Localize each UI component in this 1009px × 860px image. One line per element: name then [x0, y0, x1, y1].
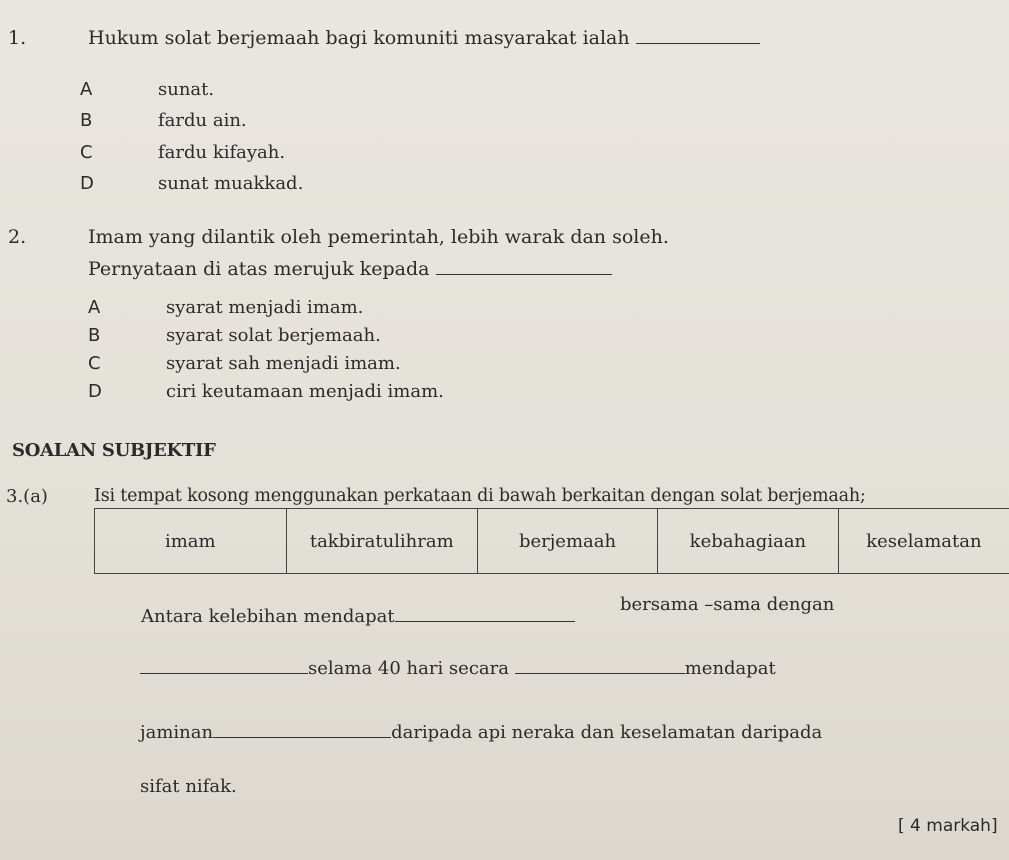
q2-text-line2	[88, 258, 612, 280]
q3-instruction: Isi tempat kosong menggunakan perkataan di bawah berkaitan dengan solat berjemaah;	[94, 486, 866, 506]
fill-line-3	[140, 722, 822, 743]
q1-option-d-letter: D	[80, 173, 94, 194]
answer-blank	[515, 673, 685, 674]
q1-option-a-letter: A	[80, 79, 93, 100]
q2-option-c-letter: C	[88, 353, 101, 374]
q1-number: 1.	[8, 27, 27, 49]
section-heading: SOALAN SUBJEKTIF	[12, 440, 216, 461]
q1-answer-blank	[636, 43, 760, 44]
q2-option-b-letter: B	[88, 325, 101, 346]
fill-line-1-b: bersama –sama dengan	[620, 594, 835, 615]
word-bank-cell: keselamatan	[838, 509, 1009, 574]
fill-line-1-a	[141, 606, 575, 627]
word-bank-cell: berjemaah	[478, 509, 658, 574]
q1-option-a-text: sunat.	[158, 79, 215, 100]
marks-label: [ 4 markah]	[898, 816, 998, 836]
word-bank-cell: imam	[95, 509, 287, 574]
q1-option-c-letter: C	[80, 142, 93, 163]
q2-option-b-text: syarat solat berjemaah.	[166, 325, 381, 346]
q2-text: Imam yang dilantik oleh pemerintah, lebih warak dan soleh.	[88, 226, 669, 248]
q1-option-d-text: sunat muakkad.	[158, 173, 304, 194]
fill-line-3-b-text: daripada api neraka dan keselamatan daripada	[391, 722, 823, 743]
fill-line-2-a-text: selama 40 hari secara	[308, 658, 509, 679]
fill-line-2	[140, 658, 776, 679]
q3-number: 3.(a)	[6, 486, 48, 507]
word-bank-cell: kebahagiaan	[658, 509, 839, 574]
q1-option-b-letter: B	[80, 110, 93, 131]
answer-blank	[213, 737, 391, 738]
q1-question: Hukum solat berjemaah bagi komuniti masyarakat ialah	[88, 27, 630, 49]
word-bank-table	[94, 508, 1009, 574]
q2-option-d-letter: D	[88, 381, 102, 402]
fill-line-1-a-text: Antara kelebihan mendapat	[141, 606, 395, 627]
q2-number: 2.	[8, 226, 27, 248]
fill-line-4: sifat nifak.	[140, 776, 237, 797]
answer-blank	[395, 621, 575, 622]
q1-text	[88, 27, 760, 49]
q2-option-a-text: syarat menjadi imam.	[166, 297, 364, 318]
q2-option-c-text: syarat sah menjadi imam.	[166, 353, 401, 374]
q2-answer-blank	[436, 274, 612, 275]
q2-question: Pernyataan di atas merujuk kepada	[88, 258, 430, 280]
q1-option-b-text: fardu ain.	[158, 110, 247, 131]
answer-blank	[140, 673, 308, 674]
q2-option-d-text: ciri keutamaan menjadi imam.	[166, 381, 444, 402]
fill-line-3-a-text: jaminan	[140, 722, 214, 743]
q1-option-c-text: fardu kifayah.	[158, 142, 286, 163]
fill-line-2-b-text: mendapat	[684, 658, 776, 679]
q2-option-a-letter: A	[88, 297, 101, 318]
word-bank-cell: takbiratulihram	[286, 509, 478, 574]
